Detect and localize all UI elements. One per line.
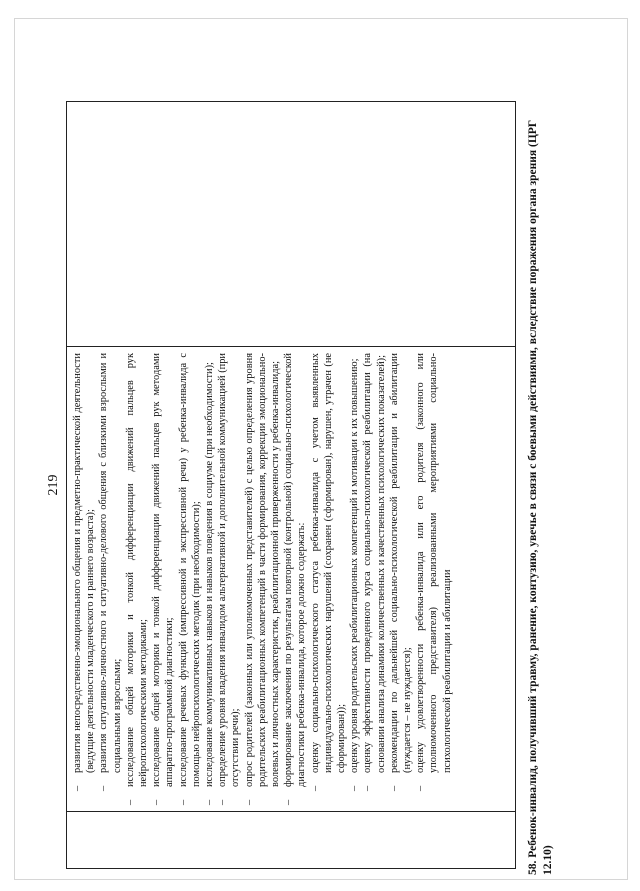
list-item: – опрос родителей (законных или уполномоченных представителей) с целью определения уровня родительских реабилитационных компетенций в части формирования, коррекции эмоционально-волевых и личностных характеристик, реабилитационной приверженности у ребенка-инвалида; — [243, 353, 282, 805]
list-item: – оценку удовлетворенности ребенка-инвалида или его родителя (законного или уполномоченного представителя) реализованными мероприятиями социально-психологической реабилитации и абилитации — [415, 353, 453, 791]
page-number: 219 — [46, 474, 61, 496]
list-item: – рекомендации по дальнейшей социально-психологической реабилитации и абилитации (нуждается – не нуждается); — [388, 353, 414, 791]
section-heading: 58. Ребенок-инвалид, получивший травму, ранение, контузию, увечье в связи с боевыми действиями, вследствие поражения органа зрения (ЦРГ 12.10) — [527, 119, 554, 875]
list-item: – исследование речевых функций (импрессивной и экспрессивной речи) у ребенка-инвалида с помощью нейропсихологических методик (при необходимости); — [177, 353, 202, 805]
list-item: – исследование общей моторики и тонкой дифференциации движений пальцев рук методами аппаратно-программной диагностики; — [151, 353, 176, 805]
list-item: – определение уровня владения инвалидом альтернативной и дополнительной коммуникацией (при отсутствии речи); — [217, 353, 242, 805]
rotated-page — [40, 85, 600, 885]
table-column-left — [67, 811, 515, 868]
table-column-content — [67, 346, 515, 811]
list-item: – оценку уровня родительских реабилитационных компетенций и мотивации к их повышению; — [349, 358, 361, 791]
list-item: – оценку социально-психологического статуса ребенка-инвалида с учетом выявленных индивидуально-психологических нарушений (сохранен (сформирован), нарушен, утрачен (не сформирован)); — [309, 353, 348, 791]
list-item: – формирование заключения по результатам повторной (контрольной) социально-психологической диагностики ребенка-инвалида, которое должно содержать: — [283, 353, 308, 805]
list-item: – развития непосредственно-эмоционального общения и предметно-практической деятельности (ведущие деятельности младенческого и раннего возраста); — [72, 353, 97, 791]
list-item: – развития ситуативно-личностного и ситуативно-делового общения с близкими взрослыми и социальными взрослыми; — [98, 353, 123, 791]
list-item: – оценку эффективности проведенного курса социально-психологической реабилитации (на основании анализа динамики количественных и качественных психологических показателей); — [362, 353, 387, 791]
list-item: – исследование коммуникативных навыков и навыков поведения в социуме (при необходимости); — [204, 362, 216, 805]
content-table — [66, 101, 516, 869]
list-item: – исследование общей моторики и тонкой дифференциации движений пальцев рук нейропсихологическими методиками; — [124, 353, 150, 805]
table-column-right — [67, 102, 515, 346]
